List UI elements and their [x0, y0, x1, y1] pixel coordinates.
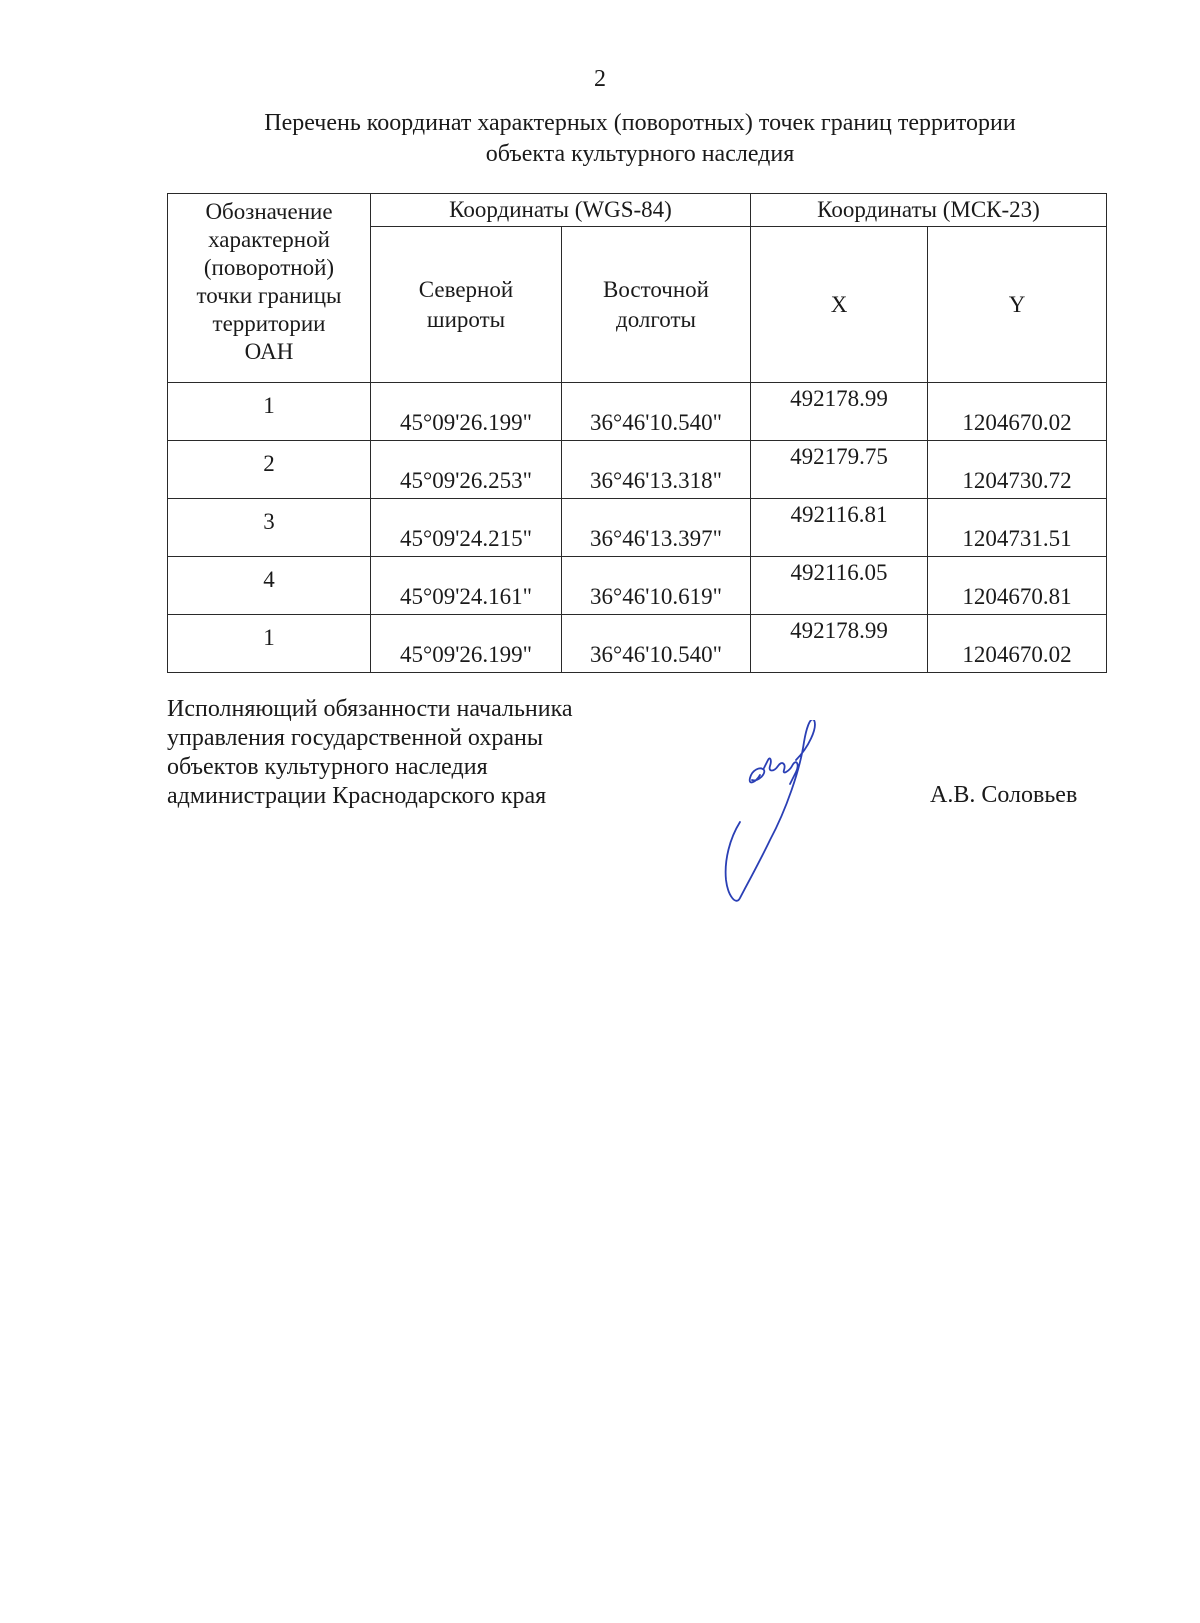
header-longitude-line: долготы — [616, 306, 696, 332]
header-msk23-group: Координаты (МСК-23) — [751, 194, 1107, 227]
handwritten-signature — [720, 720, 850, 905]
cell-y: 1204731.51 — [928, 499, 1107, 557]
cell-longitude: 36°46'10.619" — [562, 557, 751, 615]
header-point-line: (поворотной) — [203, 255, 335, 280]
header-wgs84-group: Координаты (WGS-84) — [371, 194, 751, 227]
cell-x: 492178.99 — [751, 615, 928, 673]
table-row — [168, 615, 1107, 673]
cell-point: 3 — [168, 499, 371, 557]
title-line-1: Перечень координат характерных (поворотных) точек границ территории — [264, 110, 1016, 136]
cell-latitude: 45°09'24.215" — [371, 499, 562, 557]
title-line-2: объекта культурного наследия — [485, 141, 795, 167]
table-row — [168, 441, 1107, 499]
cell-y: 1204730.72 — [928, 441, 1107, 499]
signer-name: А.В. Соловьев — [930, 782, 1078, 808]
header-point-line: ОАН — [244, 339, 294, 364]
document-title — [150, 108, 1130, 170]
header-y: Y — [928, 227, 1107, 383]
cell-latitude: 45°09'26.199" — [371, 615, 562, 673]
cell-x: 492116.05 — [751, 557, 928, 615]
cell-x: 492179.75 — [751, 441, 928, 499]
header-latitude-line: Северной — [418, 276, 514, 302]
table-row — [168, 557, 1107, 615]
cell-point: 4 — [168, 557, 371, 615]
signature-stroke — [726, 720, 815, 901]
position-line: объектов культурного наследия — [167, 754, 488, 780]
position-line: администрации Краснодарского края — [167, 783, 547, 809]
cell-point: 1 — [168, 383, 371, 441]
header-longitude — [562, 227, 751, 383]
cell-latitude: 45°09'26.199" — [371, 383, 562, 441]
cell-longitude: 36°46'13.318" — [562, 441, 751, 499]
cell-longitude: 36°46'10.540" — [562, 383, 751, 441]
cell-point: 2 — [168, 441, 371, 499]
position-line: управления государственной охраны — [167, 725, 543, 751]
cell-x: 492116.81 — [751, 499, 928, 557]
header-point-designation — [168, 194, 371, 383]
cell-x: 492178.99 — [751, 383, 928, 441]
cell-latitude: 45°09'24.161" — [371, 557, 562, 615]
cell-latitude: 45°09'26.253" — [371, 441, 562, 499]
header-longitude-line: Восточной — [603, 276, 709, 302]
table-row — [168, 383, 1107, 441]
header-point-line: характерной — [208, 227, 330, 252]
header-point-line: точки границы — [196, 283, 342, 308]
header-point-line: Обозначение — [205, 199, 333, 224]
cell-y: 1204670.81 — [928, 557, 1107, 615]
header-latitude-line: широты — [426, 306, 506, 332]
coordinates-table — [167, 193, 1107, 673]
signatory-position — [167, 695, 573, 811]
header-point-line: территории — [212, 311, 326, 336]
cell-point: 1 — [168, 615, 371, 673]
cell-y: 1204670.02 — [928, 615, 1107, 673]
cell-longitude: 36°46'10.540" — [562, 615, 751, 673]
cell-y: 1204670.02 — [928, 383, 1107, 441]
cell-longitude: 36°46'13.397" — [562, 499, 751, 557]
table-row — [168, 499, 1107, 557]
header-latitude — [371, 227, 562, 383]
page-number: 2 — [594, 66, 606, 92]
position-line: Исполняющий обязанности начальника — [167, 696, 573, 722]
header-x: X — [751, 227, 928, 383]
